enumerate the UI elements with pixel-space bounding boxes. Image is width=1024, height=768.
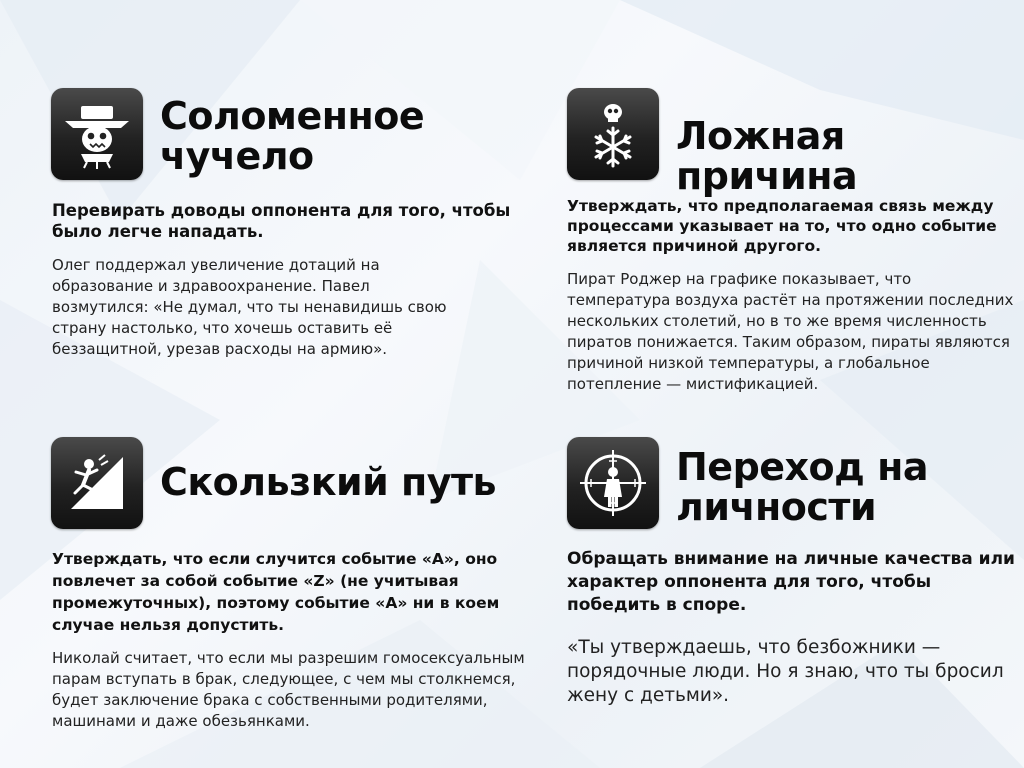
crosshair-person-icon (567, 437, 659, 529)
card-title: Скользкий путь (160, 460, 497, 504)
card-body: Олег поддержал увеличение дотаций на образование и здравоохранение. Павел возмутился: «Не думал, что ты ненавидишь свою страну настолько, что хочешь оставить её беззащитной, урезав расходы на армию». (52, 256, 447, 358)
card-title: Переход на личности (676, 445, 928, 529)
slippery-slope-icon (51, 437, 143, 529)
card-lead: Утверждать, что если случится событие «А», оно повлечет за собой событие «Z» (не учитывая промежуточных), поэтому событие «А» ни в коем случае нельзя допустить. (52, 550, 500, 634)
scarecrow-icon (51, 88, 143, 180)
card-lead: Обращать внимание на личные качества или характер оппонента для того, чтобы победить в споре. (567, 549, 1015, 615)
card-body: Пират Роджер на графике показывает, что температура воздуха растёт на протяжении последних нескольких столетий, но в то же время численность пиратов понижается. Таким образом, пираты являются причиной низкой температуры, а глобальное потепление — мистификацией. (567, 270, 1014, 393)
card-lead: Утверждать, что предполагаемая связь между процессами указывает на то, что одно событие является причиной другого. (567, 197, 997, 255)
skull-snowflake-icon (567, 88, 659, 180)
card-lead: Перевирать доводы оппонента для того, чтобы было легче нападать. (52, 201, 511, 241)
card-body: «Ты утверждаешь, что безбожники — порядочные люди. Но я знаю, что ты бросил жену с детьми». (567, 637, 1004, 706)
card-title: Ложная причина (676, 114, 858, 198)
card-body: Николай считает, что если мы разрешим гомосексуальным парам вступать в брак, следующее, с чем мы столкнемся, будет заключение брака с собственными родителями, машинами и даже обезьянками. (52, 649, 525, 730)
card-title: Соломенное чучело (160, 94, 425, 178)
